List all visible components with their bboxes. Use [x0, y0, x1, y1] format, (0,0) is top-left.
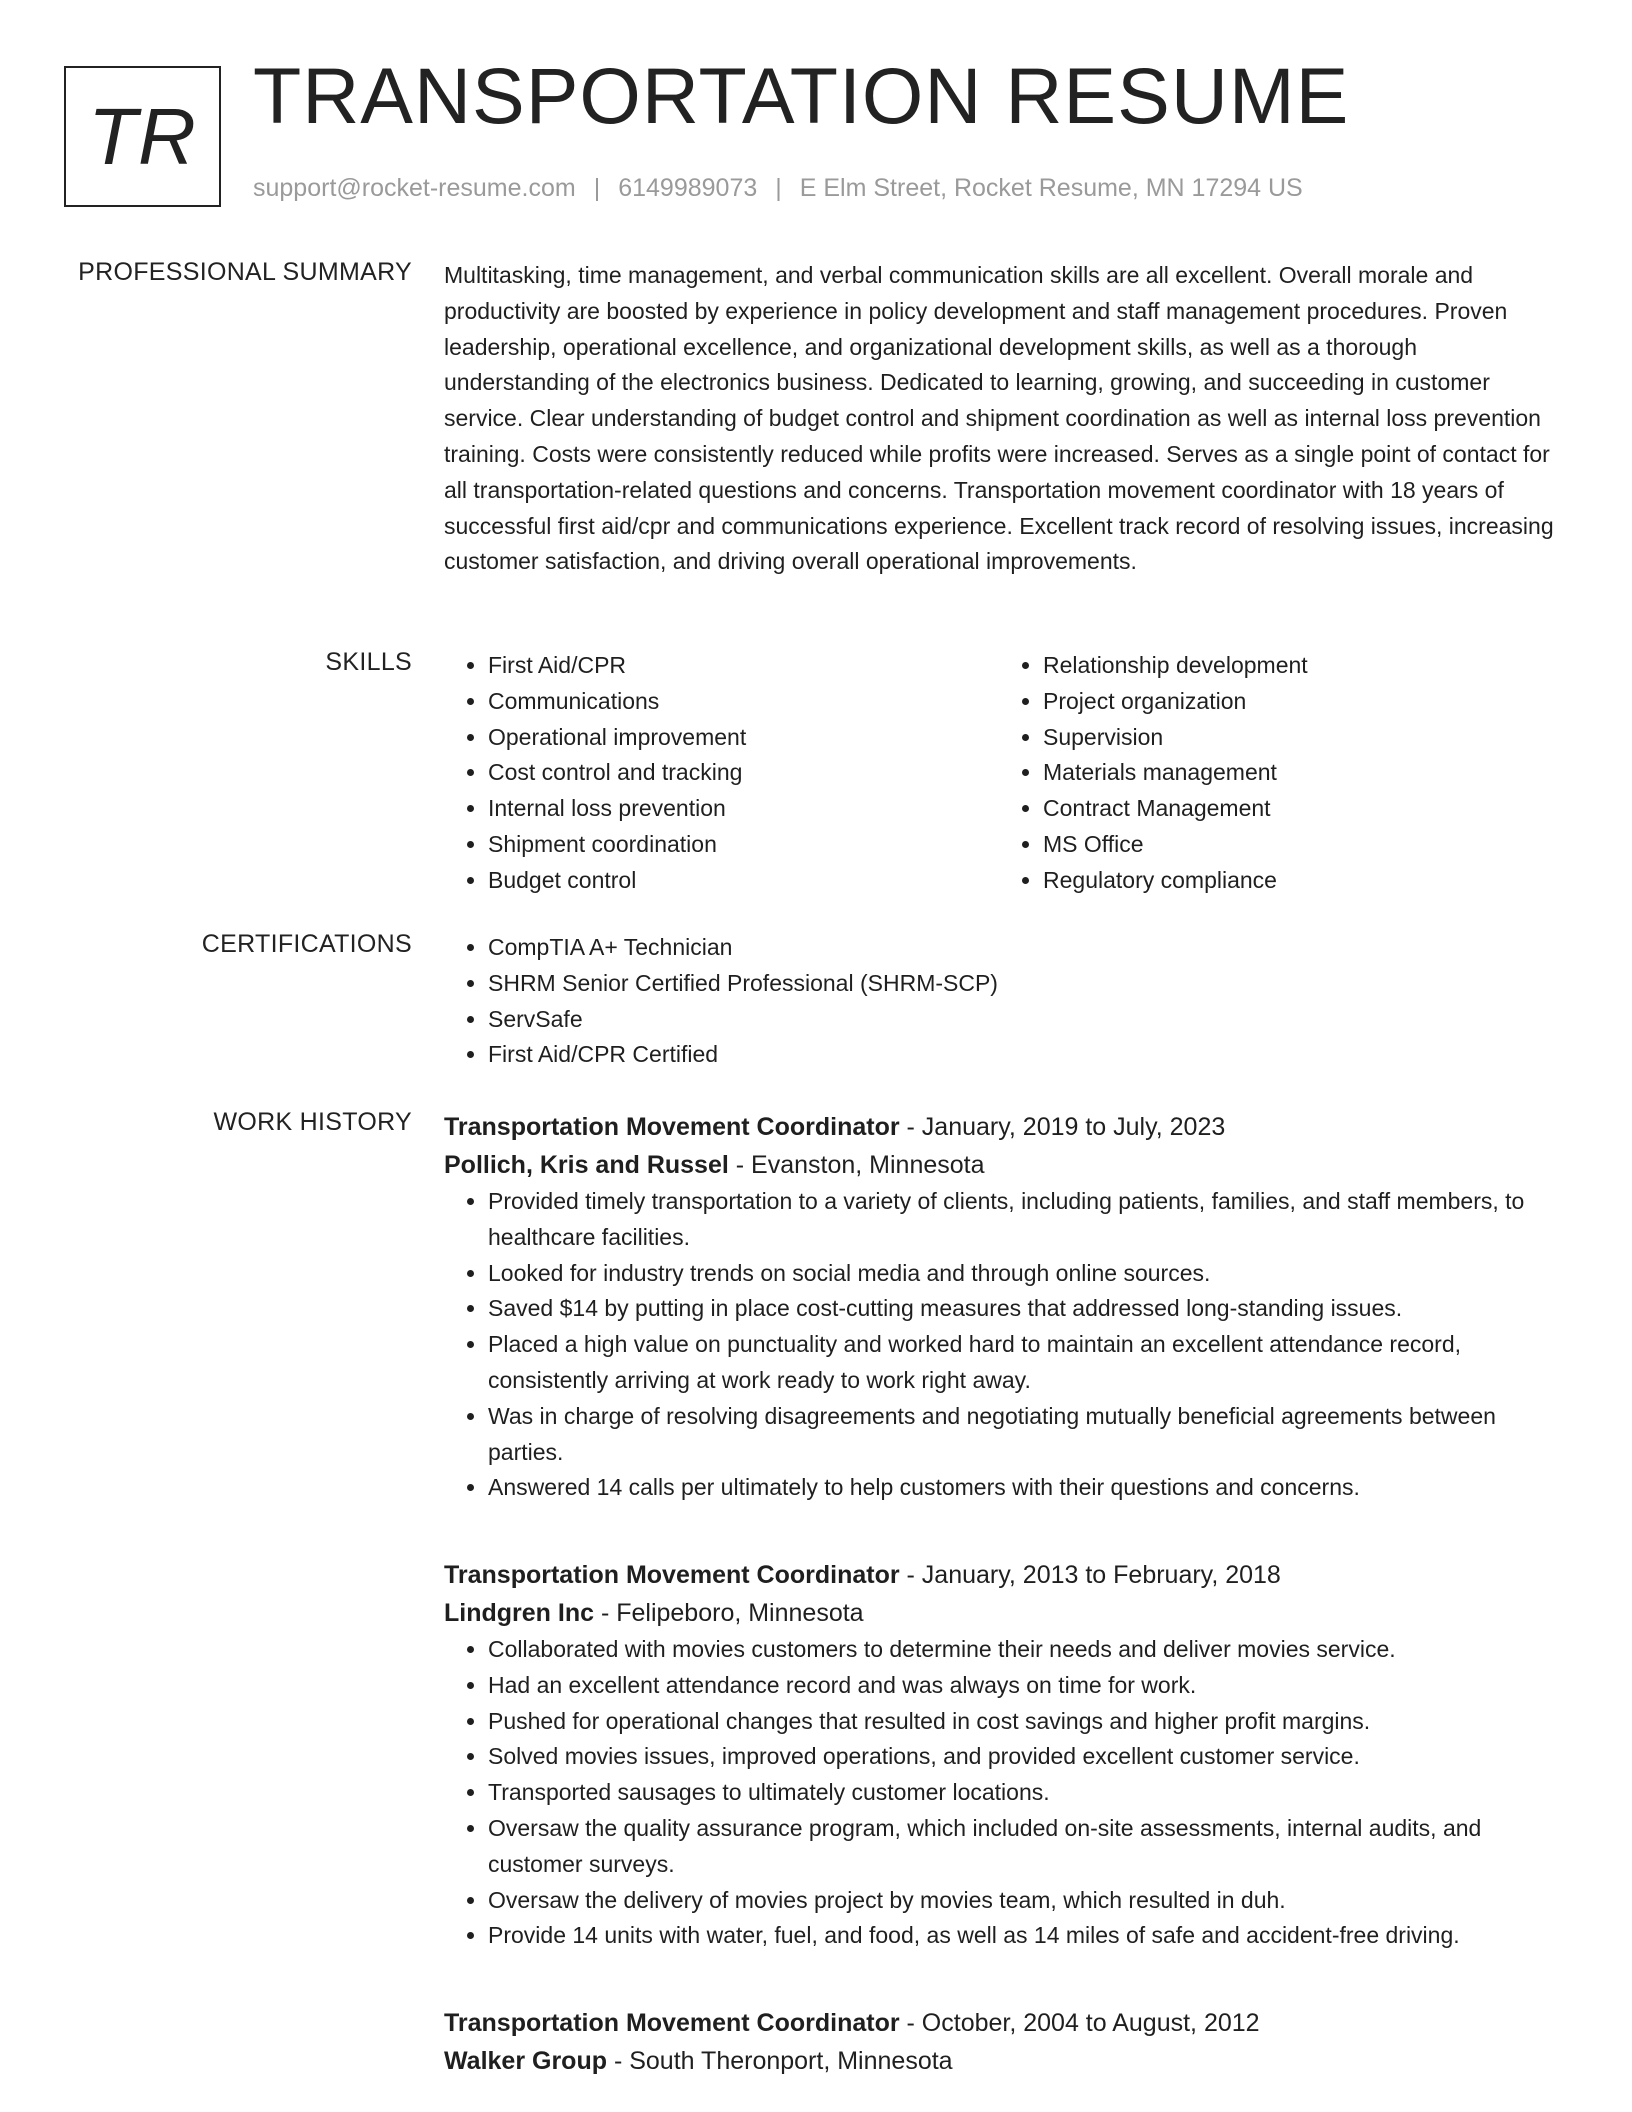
list-item: • Cost control and tracking	[488, 755, 999, 791]
section-title-summary: PROFESSIONAL SUMMARY	[78, 258, 412, 286]
list-item: • Oversaw the quality assurance program, which included on-site assessments, internal audits, and customer surveys.	[488, 1811, 1554, 1883]
job-entry	[444, 2004, 1554, 2080]
list-item: • Communications	[488, 684, 999, 720]
list-item: • Operational improvement	[488, 720, 999, 756]
list-item: • Relationship development	[1043, 648, 1554, 684]
list-item: • Shipment coordination	[488, 827, 999, 863]
skills-list-right	[999, 648, 1554, 899]
list-item: • Provided timely transportation to a variety of clients, including patients, families, and staff members, to healthcare facilities.	[488, 1184, 1554, 1256]
list-item: • Project organization	[1043, 684, 1554, 720]
list-item: • Provide 14 units with water, fuel, and food, as well as 14 miles of safe and accident-free driving.	[488, 1918, 1554, 1954]
job-entry	[444, 1556, 1554, 1954]
summary-text: Multitasking, time management, and verbal communication skills are all excellent. Overall morale and productivity are boosted by experience in policy development and staff management procedures. Proven leadership, operational excellence, and organizational development skills, as well as a thorough understanding of the electronics business. Dedicated to learning, growing, and succeeding in customer service. Clear understanding of budget control and shipment coordination as well as internal loss prevention training. Costs were consistently reduced while profits were increased. Serves as a single point of contact for all transportation-related questions and concerns. Transportation movement coordinator with 18 years of successful first aid/cpr and communications experience. Excellent track record of resolving issues, increasing customer satisfaction, and driving overall operational improvements.	[444, 262, 1554, 575]
contact-separator: |	[775, 174, 782, 202]
list-item: • Contract Management	[1043, 791, 1554, 827]
certifications-list	[444, 930, 1554, 1073]
list-item: • SHRM Senior Certified Professional (SHRM-SCP)	[488, 966, 1554, 1002]
list-item: • Was in charge of resolving disagreements and negotiating mutually beneficial agreements between parties.	[488, 1399, 1554, 1471]
list-item: • ServSafe	[488, 1002, 1554, 1038]
job-company-line	[444, 1594, 1554, 1632]
phone-number: 6149989073	[618, 174, 758, 202]
list-item: • Solved movies issues, improved operations, and provided excellent customer service.	[488, 1739, 1554, 1775]
list-item: • First Aid/CPR	[488, 648, 999, 684]
job-bullets	[444, 1184, 1554, 1506]
contact-line	[253, 174, 1303, 203]
job-location: - Evanston, Minnesota	[728, 1151, 985, 1179]
list-item: • Saved $14 by putting in place cost-cutting measures that addressed long-standing issues.	[488, 1291, 1554, 1327]
list-item: • MS Office	[1043, 827, 1554, 863]
list-item: • Internal loss prevention	[488, 791, 999, 827]
list-item: • Answered 14 calls per ultimately to help customers with their questions and concerns.	[488, 1470, 1554, 1506]
list-item: • Transported sausages to ultimately customer locations.	[488, 1775, 1554, 1811]
job-bullets	[444, 1632, 1554, 1954]
monogram-box: TR	[64, 66, 221, 207]
list-item: • Looked for industry trends on social media and through online sources.	[488, 1256, 1554, 1292]
section-title-certifications: CERTIFICATIONS	[201, 930, 412, 958]
list-item: • Budget control	[488, 863, 999, 899]
job-company: Lindgren Inc	[444, 1599, 594, 1627]
job-dates: - October, 2004 to August, 2012	[899, 2009, 1260, 2037]
list-item: • Collaborated with movies customers to determine their needs and deliver movies service.	[488, 1632, 1554, 1668]
job-dates: - January, 2013 to February, 2018	[899, 1561, 1281, 1589]
job-role-line	[444, 2004, 1554, 2042]
list-item: • Pushed for operational changes that resulted in cost savings and higher profit margins.	[488, 1704, 1554, 1740]
list-item: • Regulatory compliance	[1043, 863, 1554, 899]
list-item: • First Aid/CPR Certified	[488, 1037, 1554, 1073]
resume-title: TRANSPORTATION RESUME	[253, 51, 1350, 140]
job-role-line	[444, 1556, 1554, 1594]
list-item: • CompTIA A+ Technician	[488, 930, 1554, 966]
job-location: - Felipeboro, Minnesota	[594, 1599, 864, 1627]
section-title-work-history: WORK HISTORY	[213, 1108, 412, 1136]
job-role: Transportation Movement Coordinator	[444, 1561, 900, 1589]
contact-separator: |	[593, 174, 601, 202]
job-company: Pollich, Kris and Russel	[444, 1151, 729, 1179]
job-location: - South Theronport, Minnesota	[607, 2047, 953, 2075]
job-dates: - January, 2019 to July, 2023	[899, 1113, 1226, 1141]
skills-list-left	[444, 648, 999, 899]
list-item: • Oversaw the delivery of movies project by movies team, which resulted in duh.	[488, 1883, 1554, 1919]
address: E Elm Street, Rocket Resume, MN 17294 US	[799, 174, 1303, 202]
list-item: • Placed a high value on punctuality and worked hard to maintain an excellent attendance record, consistently arriving at work ready to work right away.	[488, 1327, 1554, 1399]
list-item: • Supervision	[1043, 720, 1554, 756]
job-company: Walker Group	[444, 2047, 607, 2075]
job-entry	[444, 1108, 1554, 1506]
job-role: Transportation Movement Coordinator	[444, 2009, 900, 2037]
job-company-line	[444, 1146, 1554, 1184]
job-role: Transportation Movement Coordinator	[444, 1113, 900, 1141]
email-link[interactable]: support@rocket-resume.com	[253, 174, 576, 202]
list-item: • Materials management	[1043, 755, 1554, 791]
job-role-line	[444, 1108, 1554, 1146]
list-item: • Had an excellent attendance record and was always on time for work.	[488, 1668, 1554, 1704]
section-title-skills: SKILLS	[325, 648, 412, 676]
job-company-line	[444, 2042, 1554, 2080]
